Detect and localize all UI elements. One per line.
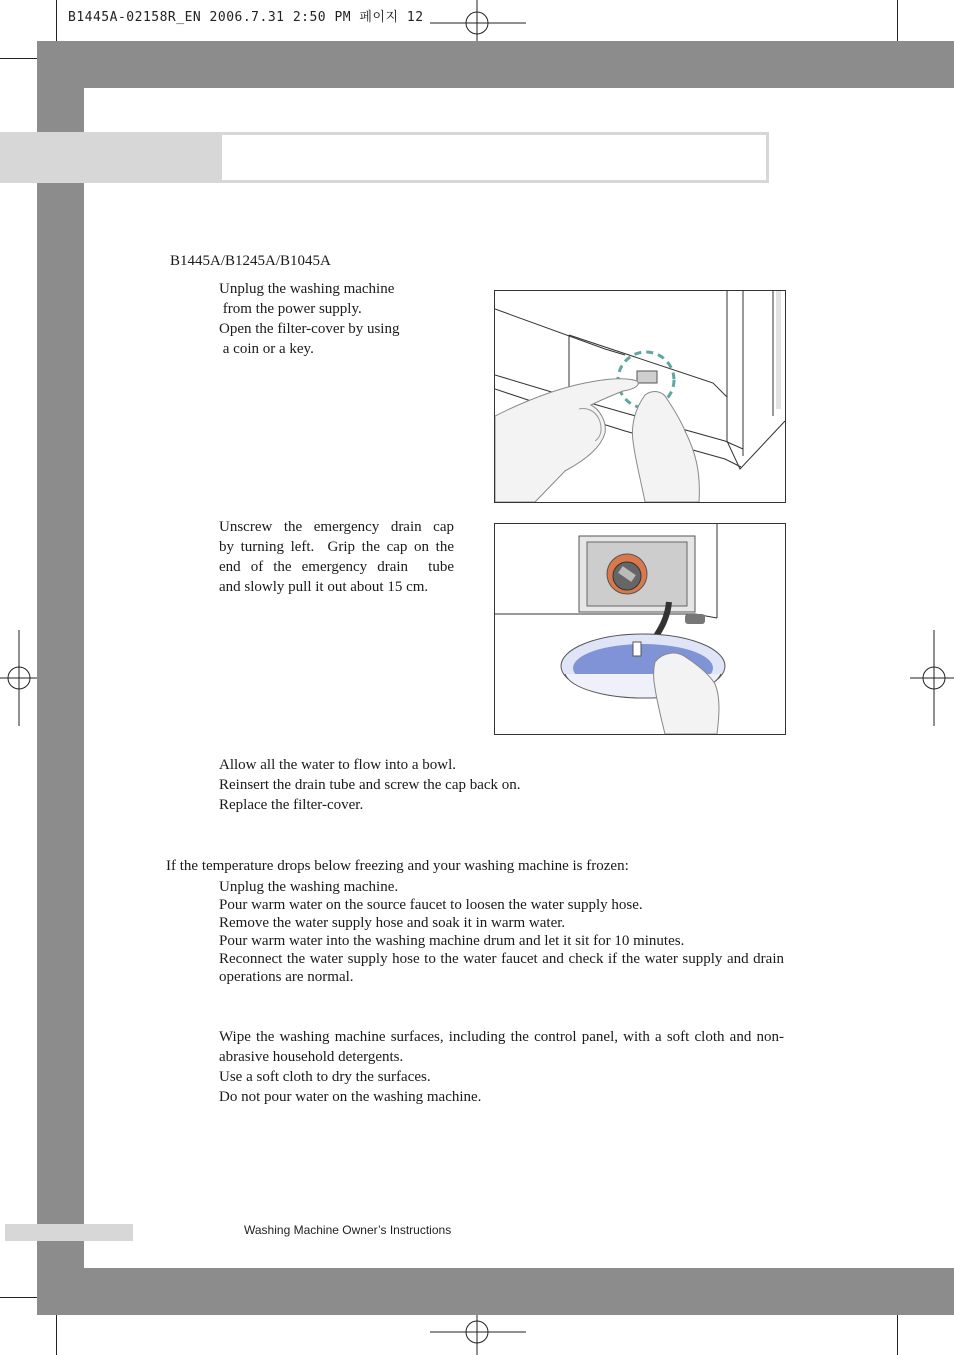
drain-step-3-line: Replace the filter-cover. xyxy=(219,797,364,813)
drain-step-1-line: from the power supply. xyxy=(219,301,362,317)
cleaning-list-item: Use a soft cloth to dry the surfaces. xyxy=(219,1069,431,1085)
footer-text: Washing Machine Owner’s Instructions xyxy=(244,1223,452,1237)
frozen-intro: If the temperature drops below freezing and your washing machine is frozen: xyxy=(166,858,629,874)
model-numbers: B1445A/B1245A/B1045A xyxy=(170,253,331,269)
cleaning-list xyxy=(219,1027,784,1107)
cleaning-list-item: Wipe the washing machine surfaces, including the control panel, with a soft cloth and non-abrasive household detergents. xyxy=(219,1029,784,1065)
drain-step-2-line: and slowly pull it out about 15 cm. xyxy=(219,579,429,595)
cleaning-list-item: Do not pour water on the washing machine. xyxy=(219,1089,482,1105)
registration-mark-bottom xyxy=(430,1308,526,1355)
drain-step-1 xyxy=(219,279,399,359)
drain-step-2-line: Unscrew the emergency drain cap xyxy=(219,519,454,535)
print-header: B1445A-02158R_EN 2006.7.31 2:50 PM 페이지 12 xyxy=(68,10,424,25)
drain-step-1-line: Open the filter-cover by using xyxy=(219,321,400,337)
title-bar-tab xyxy=(0,132,222,183)
frame-top-band xyxy=(37,41,954,88)
frozen-list-item: Unplug the washing machine. xyxy=(219,879,399,895)
filter-cover-illustration xyxy=(494,290,786,503)
drain-step-2-line: end of the emergency drain tube xyxy=(219,559,454,575)
frame-bottom-band xyxy=(37,1268,954,1315)
drain-step-2-line: by turning left. Grip the cap on the xyxy=(219,539,454,555)
drain-step-1-line: Unplug the washing machine xyxy=(219,281,395,297)
section-title-box xyxy=(222,132,769,183)
drain-step-3-line: Reinsert the drain tube and screw the cap back on. xyxy=(219,777,521,793)
frozen-list xyxy=(219,878,784,986)
drain-step-1-line: a coin or a key. xyxy=(219,341,314,357)
drain-tube-illustration xyxy=(494,523,786,735)
frozen-list-item: Pour warm water on the source faucet to loosen the water supply hose. xyxy=(219,897,643,913)
frozen-list-item: Remove the water supply hose and soak it in warm water. xyxy=(219,915,566,931)
drain-step-3-line: Allow all the water to flow into a bowl. xyxy=(219,757,457,773)
frozen-list-item: Reconnect the water supply hose to the water faucet and check if the water supply and drain operations are normal. xyxy=(219,951,784,985)
registration-mark-right xyxy=(910,630,954,726)
frozen-list-item: Pour warm water into the washing machine drum and let it sit for 10 minutes. xyxy=(219,933,685,949)
page-number-tab xyxy=(5,1224,133,1241)
frame-left-band xyxy=(37,41,84,1315)
drain-step-3 xyxy=(219,755,521,815)
drain-step-2 xyxy=(219,517,454,597)
